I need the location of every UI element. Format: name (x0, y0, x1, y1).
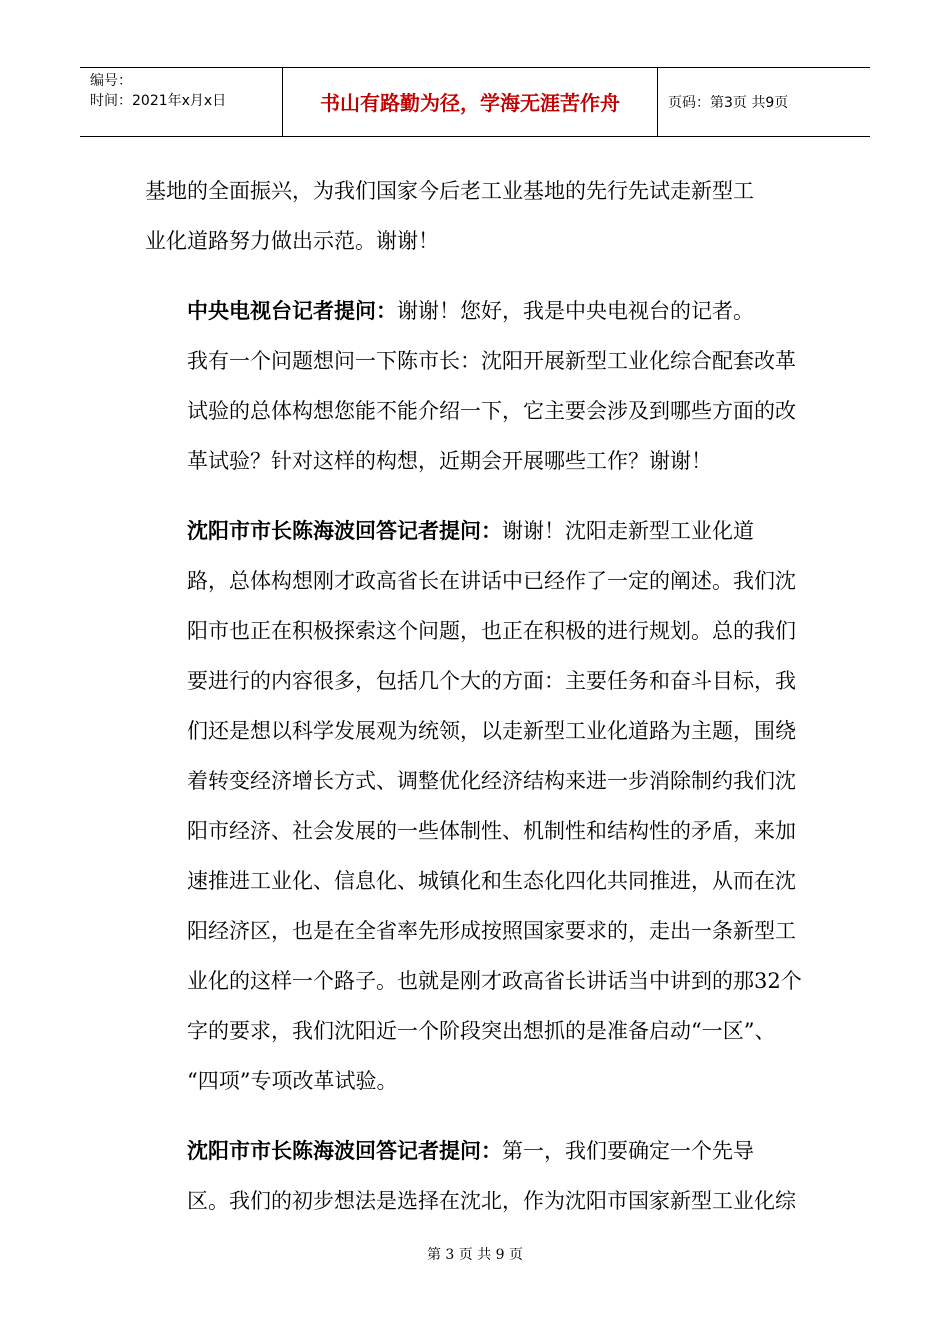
text-line: 我有一个问题想问一下陈市长：沈阳开展新型工业化综合配套改革 (187, 349, 796, 373)
text-line: 业化道路努力做出示范。谢谢！ (145, 229, 439, 253)
text-line: 们还是想以科学发展观为统领，以走新型工业化道路为主题，围绕 (187, 719, 796, 743)
paragraph-mayor-answer (145, 506, 805, 1106)
text-line: 阳经济区，也是在全省率先形成按照国家要求的，走出一条新型工 (187, 919, 796, 943)
header-page-cell (658, 68, 870, 136)
text-line: 第一，我们要确定一个先导 (502, 1139, 754, 1163)
text-line: 业化的这样一个路子。也就是刚才政高省长讲话当中讲到的那32个 (187, 969, 802, 993)
paragraph-cctv-question (145, 286, 805, 486)
text-line: 阳市也正在积极探索这个问题，也正在积极的进行规划。总的我们 (187, 619, 796, 643)
header-motto: 书山有路勤为径，学海无涯苦作舟 (320, 91, 620, 115)
speaker-label: 中央电视台记者提问： (187, 298, 397, 323)
text-line: 基地的全面振兴，为我们国家今后老工业基地的先行先试走新型工 (145, 179, 754, 203)
text-line: 谢谢！沈阳走新型工业化道 (502, 519, 754, 543)
text-line: 速推进工业化、信息化、城镇化和生态化四化共同推进，从而在沈 (187, 869, 796, 893)
text-line: 着转变经济增长方式、调整优化经济结构来进一步消除制约我们沈 (187, 769, 796, 793)
text-line: 区。我们的初步想法是选择在沈北，作为沈阳市国家新型工业化综 (187, 1189, 796, 1213)
document-header (80, 67, 870, 137)
text-line: 字的要求，我们沈阳近一个阶段突出想抓的是准备启动“一区”、 (187, 1019, 776, 1043)
document-body (145, 166, 805, 1226)
header-page-number: 页码：第3页 共9页 (668, 95, 789, 111)
paragraph-mayor-answer-2 (145, 1126, 805, 1226)
text-line: 路，总体构想刚才政高省长在讲话中已经作了一定的阐述。我们沈 (187, 569, 796, 593)
text-line: 阳市经济、社会发展的一些体制性、机制性和结构性的矛盾，来加 (187, 819, 796, 843)
text-line: 试验的总体构想您能不能介绍一下，它主要会涉及到哪些方面的改 (187, 399, 796, 423)
speaker-label: 沈阳市市长陈海波回答记者提问： (187, 1138, 502, 1163)
header-motto-cell (283, 68, 658, 136)
speaker-label: 沈阳市市长陈海波回答记者提问： (187, 518, 502, 543)
page-footer: 第 3 页 共 9 页 (426, 1247, 524, 1263)
header-info-cell (80, 68, 283, 136)
document-date-label: 时间：2021年x月x日 (90, 93, 227, 109)
text-line: “四项”专项改革试验。 (187, 1069, 398, 1093)
document-number-label: 编号： (90, 73, 132, 89)
text-line: 谢谢！您好，我是中央电视台的记者。 (397, 299, 754, 323)
paragraph-continuation (145, 166, 805, 266)
text-line: 革试验？针对这样的构想，近期会开展哪些工作？谢谢！ (187, 449, 712, 473)
text-line: 要进行的内容很多，包括几个大的方面：主要任务和奋斗目标，我 (187, 669, 796, 693)
